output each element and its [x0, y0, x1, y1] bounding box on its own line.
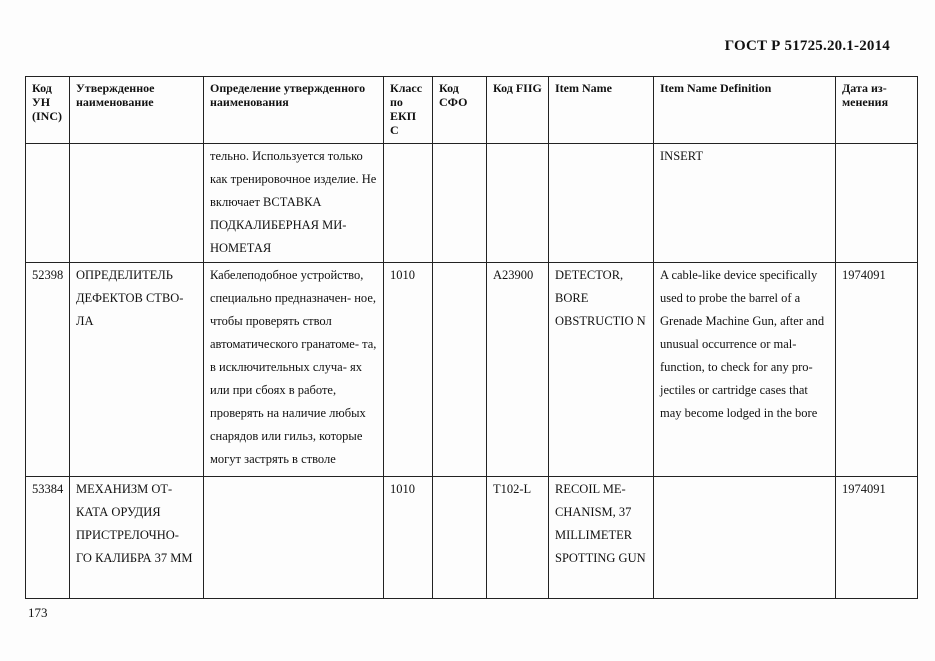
cell-fiig-code: T102-L [487, 477, 549, 599]
cell-fsc-class: 1010 [384, 477, 433, 599]
cell-definition: Кабелеподобное устройство, специально предназначен- ное, чтобы проверять ствол автоматического гранатоме- та, в исключительных случа- ях или при сбоях в работе, проверять на наличие любых снарядов или гильз, которые могут застрять в стволе [204, 263, 384, 477]
cell-inc: 53384 [26, 477, 70, 599]
cell-fsc-class: 1010 [384, 263, 433, 477]
cell-fiig-code: A23900 [487, 263, 549, 477]
cell-change-date: 1974091 [836, 263, 918, 477]
col-header-item-name: Item Name [549, 77, 654, 144]
cell-item-name-definition: A cable-like device specifically used to probe the barrel of a Grenade Machine Gun, after and unusual occurrence or mal- function, to check for any pro- jectiles or cartridge cases that may become lodged in the bore [654, 263, 836, 477]
col-header-definition: Определение утвержденного наименования [204, 77, 384, 144]
cell-item-name-definition [654, 477, 836, 599]
cell-inc: 52398 [26, 263, 70, 477]
cell-definition [204, 477, 384, 599]
document-code: ГОСТ Р 51725.20.1-2014 [724, 38, 890, 54]
cell-item-name-definition: INSERT [654, 144, 836, 263]
cell-item-name [549, 144, 654, 263]
page-number: 173 [28, 605, 48, 620]
col-header-fiig-code: Код FIIG [487, 77, 549, 144]
nomenclature-table [25, 76, 918, 599]
cell-item-name: DETECTOR, BORE OBSTRUCTIO N [549, 263, 654, 477]
cell-change-date: 1974091 [836, 477, 918, 599]
col-header-item-name-definition: Item Name Definition [654, 77, 836, 144]
table-row [26, 144, 918, 263]
col-header-sfo-code: Код СФО [433, 77, 487, 144]
cell-fiig-code [487, 144, 549, 263]
col-header-fsc-class: Класс по ЕКП С [384, 77, 433, 144]
cell-inc [26, 144, 70, 263]
table-row [26, 263, 918, 477]
cell-fsc-class [384, 144, 433, 263]
col-header-change-date: Дата из- менения [836, 77, 918, 144]
cell-definition: тельно. Используется только как тренировочное изделие. Не включает ВСТАВКА ПОДКАЛИБЕРНАЯ МИ- НОМЕТАЯ [204, 144, 384, 263]
cell-sfo-code [433, 477, 487, 599]
cell-sfo-code [433, 263, 487, 477]
col-header-approved-name: Утвержденное наименование [70, 77, 204, 144]
cell-approved-name [70, 144, 204, 263]
cell-change-date [836, 144, 918, 263]
cell-sfo-code [433, 144, 487, 263]
table-row [26, 477, 918, 599]
cell-item-name: RECOIL ME- CHANISM, 37 MILLIMETER SPOTTING GUN [549, 477, 654, 599]
col-header-inc: Код УН (INC) [26, 77, 70, 144]
header-row [26, 77, 918, 144]
cell-approved-name: МЕХАНИЗМ ОТ- КАТА ОРУДИЯ ПРИСТРЕЛОЧНО- ГО КАЛИБРА 37 ММ [70, 477, 204, 599]
cell-approved-name: ОПРЕДЕЛИТЕЛЬ ДЕФЕКТОВ СТВО- ЛА [70, 263, 204, 477]
